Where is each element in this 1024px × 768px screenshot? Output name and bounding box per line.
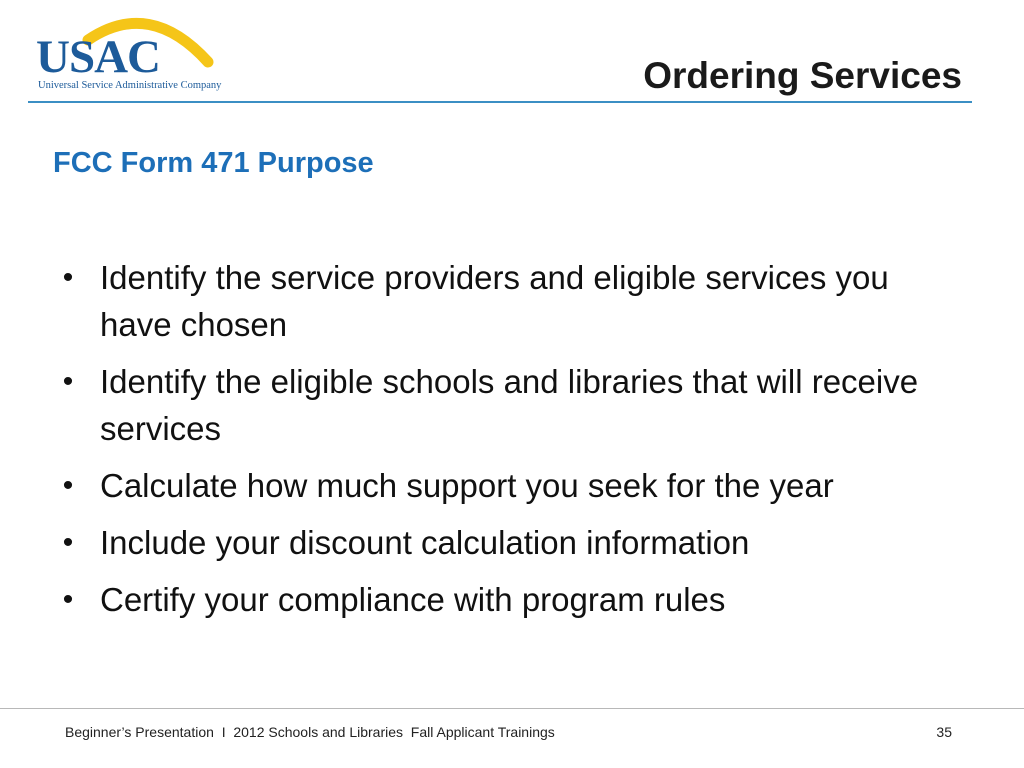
bullet-text: Include your discount calculation information [100, 524, 750, 561]
bullet-text: Calculate how much support you seek for the year [100, 467, 834, 504]
bullet-text: Identify the eligible schools and libraries that will receive services [100, 363, 919, 447]
bullet-marker: • [62, 469, 74, 502]
bullet-text: Certify your compliance with program rules [100, 581, 726, 618]
usac-logo [30, 10, 230, 95]
bullet-marker: • [62, 583, 74, 616]
logo-wordmark: USAC [36, 31, 160, 83]
bullet-item [58, 462, 938, 509]
title-divider [28, 101, 972, 103]
bullet-item [58, 358, 938, 452]
page-number: 35 [936, 724, 952, 740]
slide-title: Ordering Services [643, 55, 962, 96]
bullet-list [58, 254, 938, 633]
bullet-item [58, 254, 938, 348]
bullet-item [58, 519, 938, 566]
bullet-marker: • [62, 526, 74, 559]
section-subtitle: FCC Form 471 Purpose [53, 147, 374, 179]
footer-divider [0, 708, 1024, 709]
logo-tagline: Universal Service Administrative Company [38, 80, 222, 91]
bullet-marker: • [62, 261, 74, 294]
footer-text: Beginner’s Presentation I 2012 Schools and Libraries Fall Applicant Trainings [65, 724, 555, 740]
bullet-marker: • [62, 365, 74, 398]
bullet-item [58, 576, 938, 623]
bullet-text: Identify the service providers and eligible services you have chosen [100, 259, 889, 343]
